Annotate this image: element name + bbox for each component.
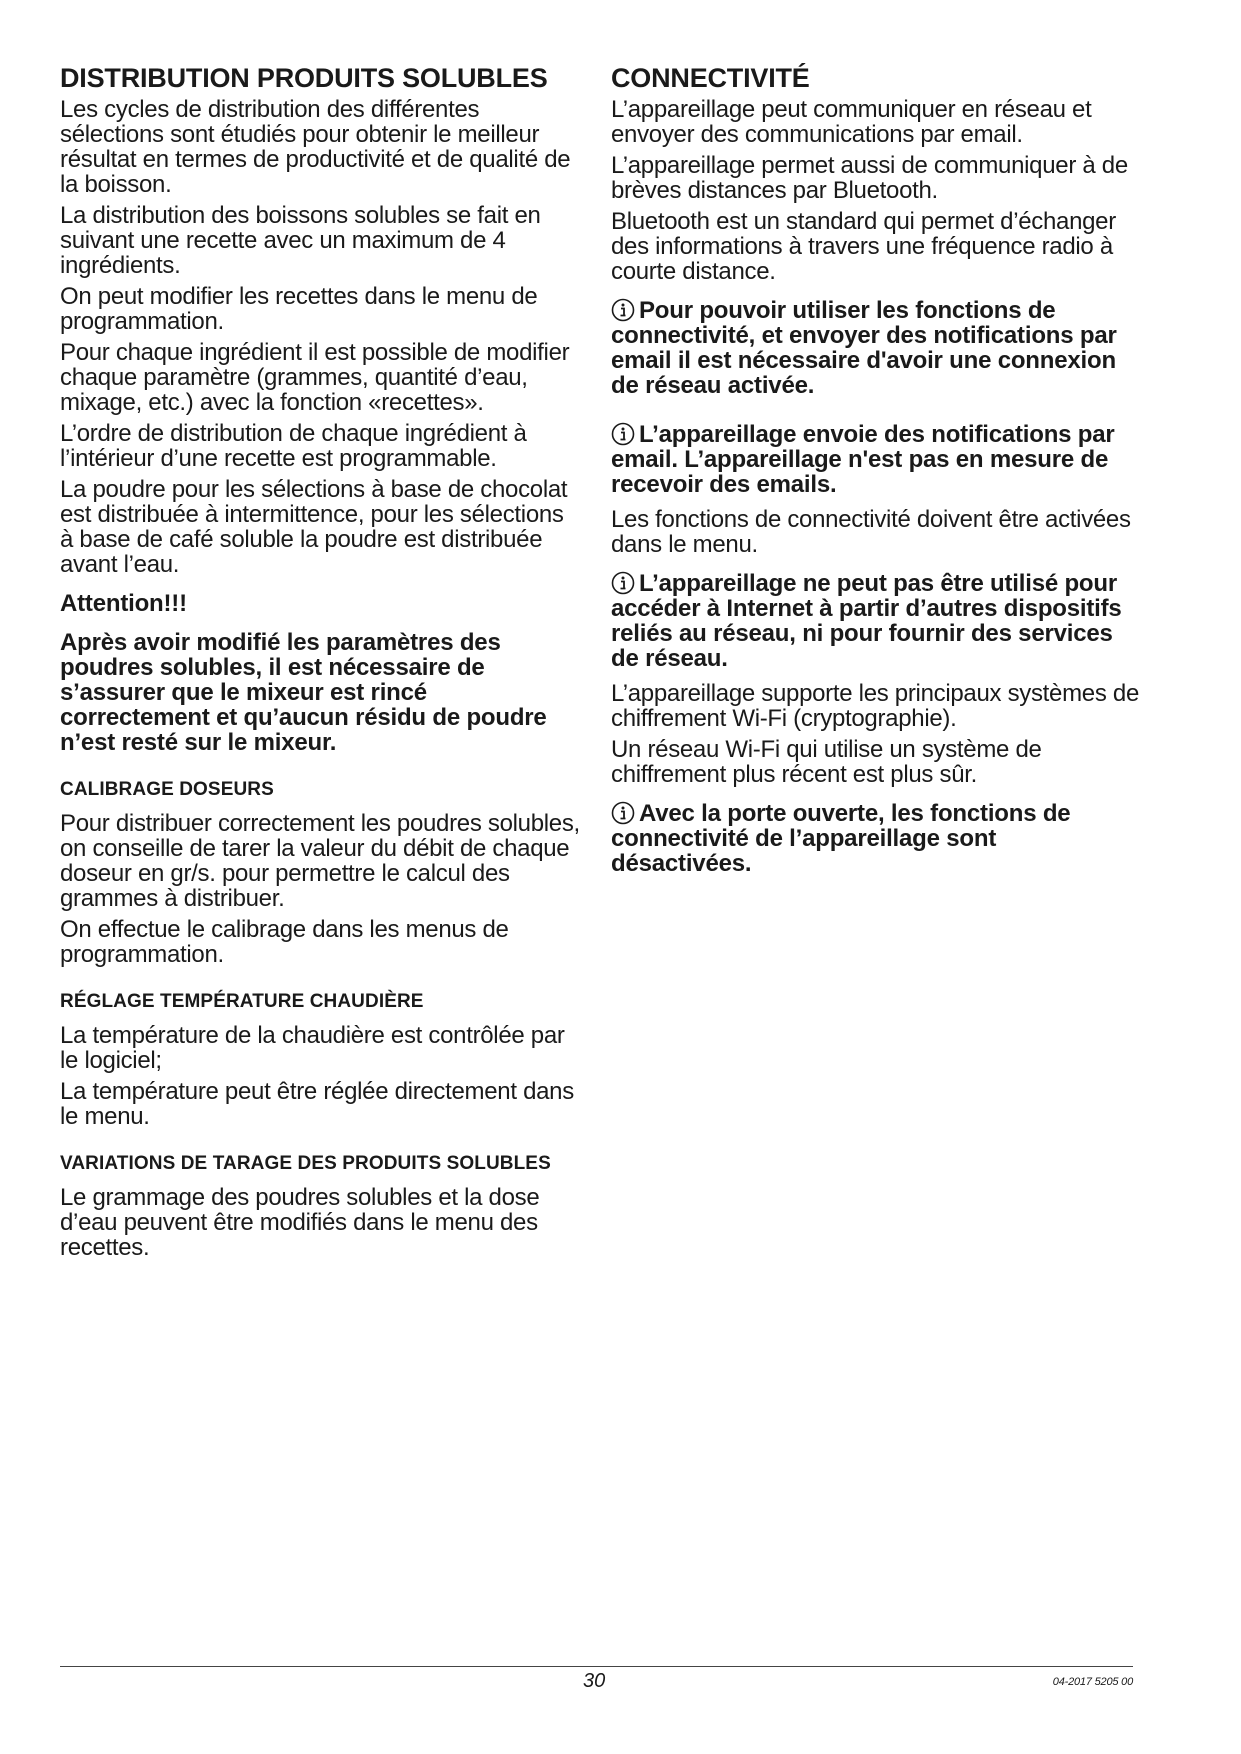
- paragraph: Un réseau Wi-Fi qui utilise un système de chiffrement plus récent est plus sûr.: [611, 736, 1042, 788]
- paragraph: On peut modifier les recettes dans le menu de programmation.: [60, 283, 538, 335]
- footer-divider: [60, 1666, 1133, 1667]
- right-column: [611, 63, 1141, 886]
- paragraph: La température peut être réglée directement dans le menu.: [60, 1078, 574, 1130]
- section-title-soluble: DISTRIBUTION PRODUITS SOLUBLES: [60, 63, 548, 93]
- paragraph: Pour distribuer correctement les poudres solubles, on conseille de tarer la valeur du débit de chaque doseur en gr/s. pour permettre le calcul des grammes à distribuer.: [60, 810, 580, 912]
- info-note: [611, 571, 1141, 671]
- paragraph: Pour chaque ingrédient il est possible de modifier chaque paramètre (grammes, quantité d’eau, mixage, etc.) avec la fonction «recettes».: [60, 339, 570, 416]
- paragraph: L’appareillage supporte les principaux systèmes de chiffrement Wi-Fi (cryptographie).: [611, 680, 1139, 732]
- info-note-text: Pour pouvoir utiliser les fonctions de connectivité, et envoyer des notifications par email il est nécessaire d'avoir une connexion de réseau activée.: [611, 297, 1117, 399]
- paragraph: L’appareillage permet aussi de communiquer à de brèves distances par Bluetooth.: [611, 152, 1128, 204]
- paragraph: La poudre pour les sélections à base de chocolat est distribuée à intermittence, pour les sélections à base de café soluble la poudre est distribuée avant l’eau.: [60, 476, 568, 578]
- page-number: 30: [583, 1670, 606, 1692]
- info-note-text: L’appareillage envoie des notifications par email. L’appareillage n'est pas en mesure de recevoir des emails.: [611, 421, 1115, 498]
- info-note-text: L’appareillage ne peut pas être utilisé pour accéder à Internet à partir d’autres dispositifs reliés au réseau, ni pour fournir des services de réseau.: [611, 570, 1122, 672]
- info-circle-icon: [611, 298, 635, 322]
- paragraph: Bluetooth est un standard qui permet d’échanger des informations à travers une fréquence radio à courte distance.: [611, 208, 1116, 285]
- section-title-connectivity: CONNECTIVITÉ: [611, 63, 810, 93]
- subheading-calibrage: CALIBRAGE DOSEURS: [60, 779, 274, 800]
- info-note-text: Avec la porte ouverte, les fonctions de connectivité de l’appareillage sont désactivées.: [611, 800, 1071, 877]
- paragraph: L’appareillage peut communiquer en réseau et envoyer des communications par email.: [611, 96, 1092, 148]
- paragraph: L’ordre de distribution de chaque ingrédient à l’intérieur d’une recette est programmable.: [60, 420, 527, 472]
- paragraph: La distribution des boissons solubles se fait en suivant une recette avec un maximum de 4 ingrédients.: [60, 202, 541, 279]
- subheading-temperature: RÉGLAGE TEMPÉRATURE CHAUDIÈRE: [60, 991, 424, 1012]
- paragraph: Les fonctions de connectivité doivent être activées dans le menu.: [611, 506, 1131, 558]
- paragraph: On effectue le calibrage dans les menus de programmation.: [60, 916, 509, 968]
- paragraph: Les cycles de distribution des différentes sélections sont étudiés pour obtenir le meilleur résultat en termes de productivité et de qualité de la boisson.: [60, 96, 571, 198]
- subheading-variations: VARIATIONS DE TARAGE DES PRODUITS SOLUBLES: [60, 1153, 551, 1174]
- paragraph: Le grammage des poudres solubles et la dose d’eau peuvent être modifiés dans le menu des recettes.: [60, 1184, 540, 1261]
- info-circle-icon: [611, 571, 635, 595]
- document-code: 04-2017 5205 00: [1052, 1676, 1133, 1688]
- info-circle-icon: [611, 801, 635, 825]
- info-circle-icon: [611, 422, 635, 446]
- left-column: [60, 63, 580, 1266]
- paragraph: La température de la chaudière est contrôlée par le logiciel;: [60, 1022, 565, 1074]
- info-note: [611, 298, 1141, 398]
- attention-text: Après avoir modifié les paramètres des poudres solubles, il est nécessaire de s’assurer que le mixeur est rincé correctement et qu’aucun résidu de poudre n’est resté sur le mixeur.: [60, 629, 547, 756]
- info-note: [611, 422, 1141, 497]
- attention-label: Attention!!!: [60, 590, 187, 617]
- info-note: [611, 801, 1141, 876]
